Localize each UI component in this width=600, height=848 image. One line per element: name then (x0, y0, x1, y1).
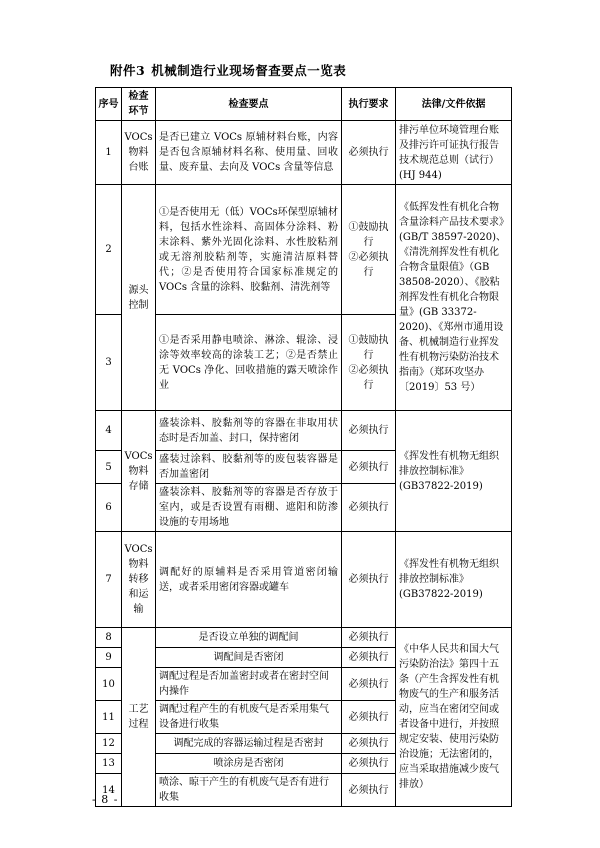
table-row (96, 121, 512, 185)
requirement-text: 必须执行 (348, 425, 389, 436)
col-header-stage: 检查环节 (122, 88, 156, 121)
requirement-text: ①鼓励执行 (348, 334, 389, 361)
cell-points: 调配完成的容器运输过程是否密封 (156, 734, 342, 754)
requirement-text: 必须执行 (348, 758, 389, 769)
cell-serial: 3 (96, 315, 122, 411)
cell-basis: 《挥发性有机物无组织排放控制标准》(GB37822-2019) (396, 532, 512, 628)
cell-requirement (342, 648, 396, 668)
cell-requirement (342, 121, 396, 185)
cell-points: 是否设立单独的调配间 (156, 628, 342, 648)
table-row (96, 628, 512, 648)
cell-serial: 14 (96, 774, 122, 807)
cell-serial: 2 (96, 185, 122, 315)
cell-points: 调配过程是否加盖密封或者在密封空间内操作 (156, 668, 342, 701)
requirement-text: 必须执行 (348, 502, 389, 513)
requirement-text: 必须执行 (348, 147, 389, 158)
title-text: 机械制造行业现场督查要点一览表 (151, 63, 347, 78)
cell-basis: 排污单位环境管理台账及排污许可证执行报告技术规范总则（试行）(HJ 944) (396, 121, 512, 185)
cell-points: 喷涂房是否密闭 (156, 754, 342, 774)
cell-serial: 6 (96, 484, 122, 532)
col-header-basis: 法律/文件依据 (396, 88, 512, 121)
cell-serial: 5 (96, 451, 122, 484)
cell-requirement (342, 185, 396, 315)
cell-points: 盛装涂料、胶黏剂等的容器在非取用状态时是否加盖、封口，保持密闭 (156, 411, 342, 451)
cell-serial: 13 (96, 754, 122, 774)
requirement-text: 必须执行 (348, 711, 389, 723)
cell-points: 调配过程产生的有机废气是否采用集气设备进行收集 (156, 701, 342, 734)
cell-points: 喷涂、晾干产生的有机废气是否有进行收集 (156, 774, 342, 807)
table-row (96, 411, 512, 451)
cell-basis: 《低挥发性有机化合物含量涂料产品技术要求》(GB/T 38597-2020)、《清洗剂挥发性有机化合物含量限值》（GB 38508-2020）、《胶粘剂挥发性有机化合物限量》(GB 33372-2020)、《郑州市通用设备、机械制造行业挥发性有机物污染防治技术指南》（郑环攻坚办〔2019〕53 号） (396, 185, 512, 411)
cell-points: 盛装过涂料、胶黏剂等的废包装容器是否加盖密闭 (156, 451, 342, 484)
cell-points: ①是否采用静电喷涂、淋涂、辊涂、浸涂等效率较高的涂装工艺；②是否禁止无 VOCs 净化、回收措施的露天喷涂作业 (156, 315, 342, 411)
requirement-text: ②必须执行 (348, 364, 389, 391)
cell-requirement (342, 668, 396, 701)
cell-requirement (342, 532, 396, 628)
cell-requirement (342, 411, 396, 451)
cell-requirement (342, 628, 396, 648)
cell-requirement (342, 774, 396, 807)
cell-points: 调配好的原辅料是否采用管道密闭输送，或者采用密闭容器或罐车 (156, 532, 342, 628)
cell-serial: 9 (96, 648, 122, 668)
requirement-text: 必须执行 (348, 784, 389, 796)
supervision-table (95, 87, 512, 807)
cell-serial: 7 (96, 532, 122, 628)
cell-serial: 11 (96, 701, 122, 734)
table-row (96, 532, 512, 628)
requirement-text: 必须执行 (348, 652, 389, 663)
table-row (96, 185, 512, 315)
cell-requirement (342, 315, 396, 411)
cell-requirement (342, 701, 396, 734)
cell-stage-vocs-transfer: VOCs物料转移和运输 (122, 532, 156, 628)
cell-requirement (342, 754, 396, 774)
page-title (110, 61, 346, 79)
cell-requirement (342, 484, 396, 532)
cell-requirement (342, 451, 396, 484)
cell-points: ①是否使用无（低）VOCs环保型原辅材料，包括水性涂料、高固体分涂料、粉末涂料、紫外光固化涂料、水性胶粘剂或无溶剂胶粘剂等，实施清洁原料替代；②是否使用符合国家标准规定的 VOCs 含量的涂料、胶黏剂、清洗剂等 (156, 185, 342, 315)
requirement-text: 必须执行 (348, 574, 389, 585)
cell-stage-source-control: 源头控制 (122, 185, 156, 411)
requirement-text: 必须执行 (348, 678, 389, 690)
col-header-requirement: 执行要求 (342, 88, 396, 121)
cell-basis: 《挥发性有机物无组织排放控制标准》(GB37822-2019) (396, 411, 512, 532)
requirement-text: 必须执行 (348, 632, 389, 643)
cell-serial: 4 (96, 411, 122, 451)
col-header-points: 检查要点 (156, 88, 342, 121)
cell-basis: 《中华人民共和国大气污染防治法》第四十五条（产生含挥发性有机物废气的生产和服务活动，应当在密闭空间或者设备中进行，并按照规定安装、使用污染防治设施；无法密闭的，应当采取措施减少废气排放） (396, 628, 512, 807)
requirement-text: ②必须执行 (348, 251, 389, 278)
cell-stage-vocs-storage: VOCs物料存储 (122, 411, 156, 532)
cell-points: 调配间是否密闭 (156, 648, 342, 668)
cell-serial: 1 (96, 121, 122, 185)
cell-points: 是否已建立 VOCs 原辅材料台账，内容是否包含原辅材料名称、使用量、回收量、废弃量、去向及 VOCs 含量等信息 (156, 121, 342, 185)
cell-serial: 8 (96, 628, 122, 648)
cell-requirement (342, 734, 396, 754)
cell-stage-process: 工艺过程 (122, 628, 156, 807)
page-number: - 8 - (92, 793, 119, 806)
cell-points: 盛装涂料、胶黏剂等的容器是否存放于室内，或是否设置有雨棚、遮阳和防渗设施的专用场地 (156, 484, 342, 532)
cell-serial: 12 (96, 734, 122, 754)
cell-stage-vocs-ledger: VOCs物料台账 (122, 121, 156, 185)
header-row (96, 88, 512, 121)
requirement-text: 必须执行 (348, 461, 389, 473)
attachment-label: 附件3 (110, 63, 146, 78)
requirement-text: ①鼓励执行 (348, 221, 389, 248)
col-header-serial: 序号 (96, 88, 122, 121)
cell-serial: 10 (96, 668, 122, 701)
requirement-text: 必须执行 (348, 738, 389, 749)
